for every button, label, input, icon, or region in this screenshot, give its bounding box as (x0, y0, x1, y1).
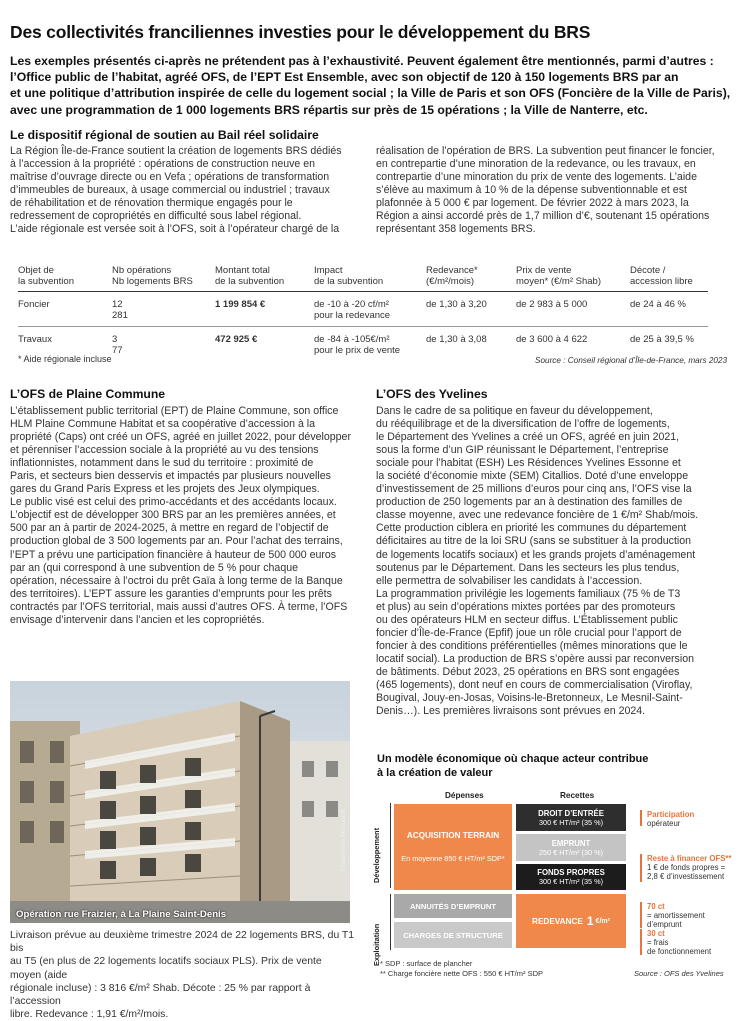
regional-heading: Le dispositif régional de soutien au Bail réel solidaire (10, 128, 319, 142)
axis-developpement: Développement (372, 827, 381, 883)
table-source: Source : Conseil régional d’Île-de-France, mars 2023 (535, 356, 728, 365)
regional-text-col2: réalisation de l’opération de BRS. La subvention peut financer le foncier, en contrepartie d’une minoration de la redevance, ou les travaux, en contrepartie d’une minoration du prix de vente des logements. L’aide s’élève au maximum à 10 % de la dépense subventionnable et est plafonnée à 5 000 € par logement. De février 2022 à mars 2023, la Région a ainsi accordé près de 1,7 million d’€, soutenant 15 opérations représentant 358 logements BRS. (376, 145, 715, 236)
fonds-propres-block: FONDS PROPRES 300 € HT/m² (35 %) (516, 864, 626, 890)
axis-exploitation: Exploitation (372, 923, 381, 966)
model-source: Source : OFS des Yvelines (634, 969, 724, 978)
photo-label: Opération rue Fraizier, à La Plaine Saint-Denis (16, 909, 227, 920)
col-recettes: Recettes (560, 791, 595, 800)
redevance-block: REDEVANCE 1 €/m² (516, 894, 626, 948)
table-row: Foncier 12 281 1 199 854 € de -10 à -20 cf/m² pour la redevance de 1,30 à 3,20 de 2 983 à 5 000 de 24 à 46 % (18, 292, 708, 327)
regional-text-col1: La Région Île-de-France soutient la création de logements BRS dédiés à l’accession à la propriété : opérations de construction neuve en maîtrise d’ouvrage directe ou en Vefa ; opérations de transformation d’immeubles de bureaux, à usage commercial ou industriel ; travaux de réhabilitation et de rénovation thermique engagés pour le redressement de copropriétés en difficulté sous label régional. L’aide régionale est versée soit à l’OFS, soit à l’opérateur chargé de la (10, 145, 342, 236)
model-note-1: * SDP : surface de plancher (380, 959, 473, 968)
droit-entree-block: DROIT D’ENTRÉE 300 € HT/m² (35 %) (516, 804, 626, 831)
plaine-heading: L’OFS de Plaine Commune (10, 387, 166, 401)
col-depenses: Dépenses (445, 791, 484, 800)
building-photo (10, 681, 350, 923)
building-illustration (10, 681, 350, 923)
photo-credit: Dreamland Boussard (340, 809, 347, 871)
photo-caption: Livraison prévue au deuxième trimestre 2024 de 22 logements BRS, du T1 bis au T5 (en plus de 22 logements locatifs sociaux PLS). Prix de vente moyen (aide régionale incluse) : 3 816 €/m² Shab. Décote : 25 % par rapport à l’accession libre. Redevance : 1,91 €/m²/mois. (10, 930, 355, 1021)
model-title: Un modèle économique où chaque acteur contribue à la création de valeur (377, 753, 649, 779)
yvelines-text: Dans le cadre de sa politique en faveur du développement, du rééquilibrage et de la diversification de l’offre de logements, le Département des Yvelines a créé un OFS, agréé en juin 2021, sous la forme d’un GIP réunissant le Département, l’entreprise sociale pour l’habitat (ESH) Les Résidences Yvelines Essonne et la société d’économie mixte (SEM) Citallios. Doté d’une enveloppe d’investissement de 25 millions d’euros pour cinq ans, l’OFS vise la production de 250 logements par an à destination des familles de classe moyenne, avec une redevance foncière de 1 €/m² Shab/mois. Cette production ciblera en priorité les communes du département déficitaires au titre de la loi SRU (sans se substituer à la production de logements locatifs sociaux) et les grands projets d’aménagement soutenus par le Département. Dans les secteurs les plus tendus, elle permettra de solvabiliser les candidats à l’accession. La programmation privilégie les logements familiaux (75 % de T3 et plus) au sein d’opérations mixtes portées par des promoteurs ou des opérateurs HLM en secteur diffus. L’Établissement public foncier d’Île-de-France (Epfif) joue un rôle crucial pour l’apport de foncier à des conditions préférentielles (mêmes minorations que le locatif social). La production de BRS s’opère aussi par reconversion de bâtiments. Début 2023, 25 opérations en BRS sont engagées (465 logements), dont neuf en cours de commercialisation (Viroflay, Bougival, Jouy-en-Josas, Voisins-le-Bretonneux, Le Mesnil-Saint- Denis…). Les premières livraisons sont prévues en 2024. (376, 405, 699, 718)
plaine-text: L’établissement public territorial (EPT) de Plaine Commune, son office HLM Plaine Commune Habitat et sa coopérative d’accession à la propriété (Caps) ont créé un OFS, agréé en juillet 2022, pour développer et pérenniser l’accession sociale à la propriété au vu des tensions inflationnistes, notamment dans le sud du territoire : proximité de Paris, et secteurs bien desservis et impactés par plusieurs nouvelles gares du Grand Paris Express et les projets des Jeux olympiques. Le public visé est celui des primo-accédants et des accédants locaux. L’objectif est de développer 300 BRS par an les premières années, et 500 par an à partir de 2024-2025, à mettre en regard de l’objectif de production global de 3 500 logements par an. Pour l’achat des terrains, l’EPT a prévu une participation financière à hauteur de 500 000 euros par an (qui correspond à une subvention de 5 % pour chaque opération, nécessaire à l’octroi du prêt Gaïa à long terme de la Banque des territoires). L’EPT assure les garanties d’emprunts pour les prêts contractés par l’OFS territorial, mais aussi d’autres OFS. À terme, l’OFS envisage d’intervenir dans l’ancien et les copropriétés. (10, 405, 351, 626)
annot-participation: Participation opérateur (647, 810, 695, 828)
subvention-table (18, 265, 708, 361)
economic-model-diagram (372, 788, 747, 988)
yvelines-heading: L’OFS des Yvelines (376, 387, 488, 401)
intro-paragraph: Les exemples présentés ci-après ne prétendent pas à l’exhaustivité. Peuvent également être mentionnés, parmi d’autres : l’Office public de l’habitat, agréé OFS, de l’EPT Est Ensemble, avec son objectif de 120 à 150 logements BRS par an et une politique d’attribution inspirée de celle du logement social ; la Ville de Paris et son OFS (Foncière de la Ville de Paris), avec une programmation de 1 000 logements BRS répartis sur près de 15 opérations ; la Ville de Nanterre, etc. (10, 54, 731, 117)
table-row: Travaux 3 77 472 925 € de -84 à -105€/m² pour le prix de vente de 1,30 à 3,08 de 3 600 à 4 622 de 25 à 39,5 % (18, 334, 694, 356)
annot-70ct: 70 ct = amortissement d’emprunt (647, 902, 705, 929)
charges-block: CHARGES DE STRUCTURE (394, 922, 512, 948)
table-header-row: Objet de la subvention Nb opérations Nb logements BRS Montant total de la subvention Impact de la subvention Redevance* (€/m²/mois) Prix de vente moyen* (€/m² Shab) Décote / accession libre (18, 265, 708, 292)
annot-reste: Reste à financer OFS** 1 € de fonds propres = 2,8 € d’investissement (647, 854, 732, 881)
annuites-block: ANNUITÉS D’EMPRUNT (394, 894, 512, 918)
model-note-2: ** Charge foncière nette OFS : 550 € HT/m² SDP (380, 969, 543, 978)
emprunt-block: EMPRUNT 250 € HT/m² (30 %) (516, 834, 626, 861)
acquisition-terrain-block: ACQUISITION TERRAIN En moyenne 850 € HT/m² SDP* (394, 804, 512, 890)
annot-30ct: 30 ct = frais de fonctionnement (647, 929, 712, 956)
table-note: * Aide régionale incluse (18, 354, 112, 364)
page-title: Des collectivités franciliennes investies pour le développement du BRS (10, 22, 591, 42)
